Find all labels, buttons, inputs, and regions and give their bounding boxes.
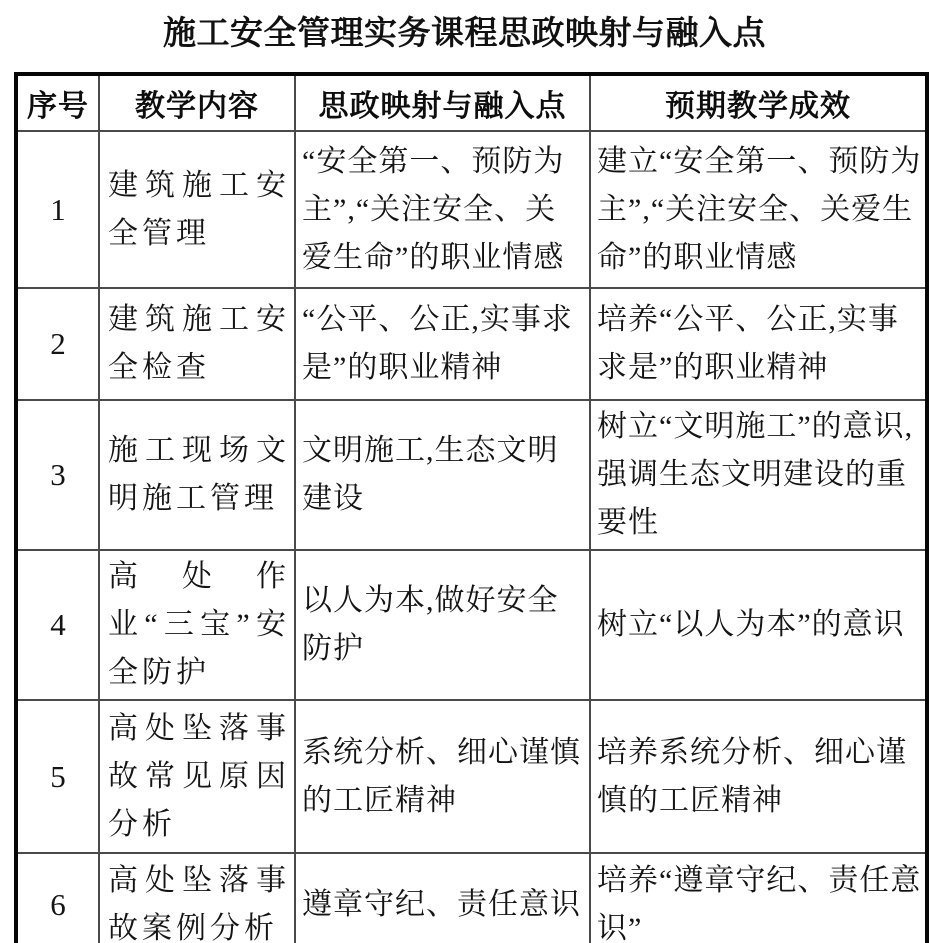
cell-teaching-content: 施工现场文明施工管理	[99, 400, 295, 550]
cell-no: 3	[16, 400, 99, 550]
table-row	[16, 131, 927, 288]
cell-teaching-content: 建筑施工安全管理	[99, 131, 295, 288]
cell-no: 2	[16, 288, 99, 400]
cell-teaching-content: 高处坠落事故案例分析	[99, 853, 295, 943]
header-row	[16, 74, 927, 131]
table-row	[16, 550, 927, 700]
cell-expected-outcome: 建立“安全第一、预防为主”,“关注安全、关爱生命”的职业情感	[590, 131, 927, 288]
cell-expected-outcome: 培养“公平、公正,实事求是”的职业精神	[590, 288, 927, 400]
cell-mapping-point: 以人为本,做好安全防护	[295, 550, 590, 700]
page-title: 施工安全管理实务课程思政映射与融入点	[163, 14, 766, 51]
col-header-no: 序号	[16, 74, 99, 131]
cell-teaching-content: 高处坠落事故常见原因分析	[99, 700, 295, 853]
cell-no: 5	[16, 700, 99, 853]
cell-no: 4	[16, 550, 99, 700]
col-header-content: 教学内容	[99, 74, 295, 131]
table-row	[16, 853, 927, 943]
cell-teaching-content: 建筑施工安全检查	[99, 288, 295, 400]
table-row	[16, 400, 927, 550]
cell-expected-outcome: 培养系统分析、细心谨慎的工匠精神	[590, 700, 927, 853]
cell-expected-outcome: 树立“文明施工”的意识,强调生态文明建设的重要性	[590, 400, 927, 550]
cell-expected-outcome: 培养“遵章守纪、责任意识”	[590, 853, 927, 943]
course-ideology-table	[14, 72, 929, 943]
table-row	[16, 700, 927, 853]
cell-mapping-point: “公平、公正,实事求是”的职业精神	[295, 288, 590, 400]
col-header-mapping: 思政映射与融入点	[295, 74, 590, 131]
cell-no: 1	[16, 131, 99, 288]
cell-mapping-point: 文明施工,生态文明建设	[295, 400, 590, 550]
cell-mapping-point: 系统分析、细心谨慎的工匠精神	[295, 700, 590, 853]
cell-mapping-point: 遵章守纪、责任意识	[295, 853, 590, 943]
cell-expected-outcome: 树立“以人为本”的意识	[590, 550, 927, 700]
cell-no: 6	[16, 853, 99, 943]
cell-teaching-content: 高处作业“三宝”安全防护	[99, 550, 295, 700]
table-row	[16, 288, 927, 400]
col-header-outcome: 预期教学成效	[590, 74, 927, 131]
cell-mapping-point: “安全第一、预防为主”,“关注安全、关爱生命”的职业情感	[295, 131, 590, 288]
